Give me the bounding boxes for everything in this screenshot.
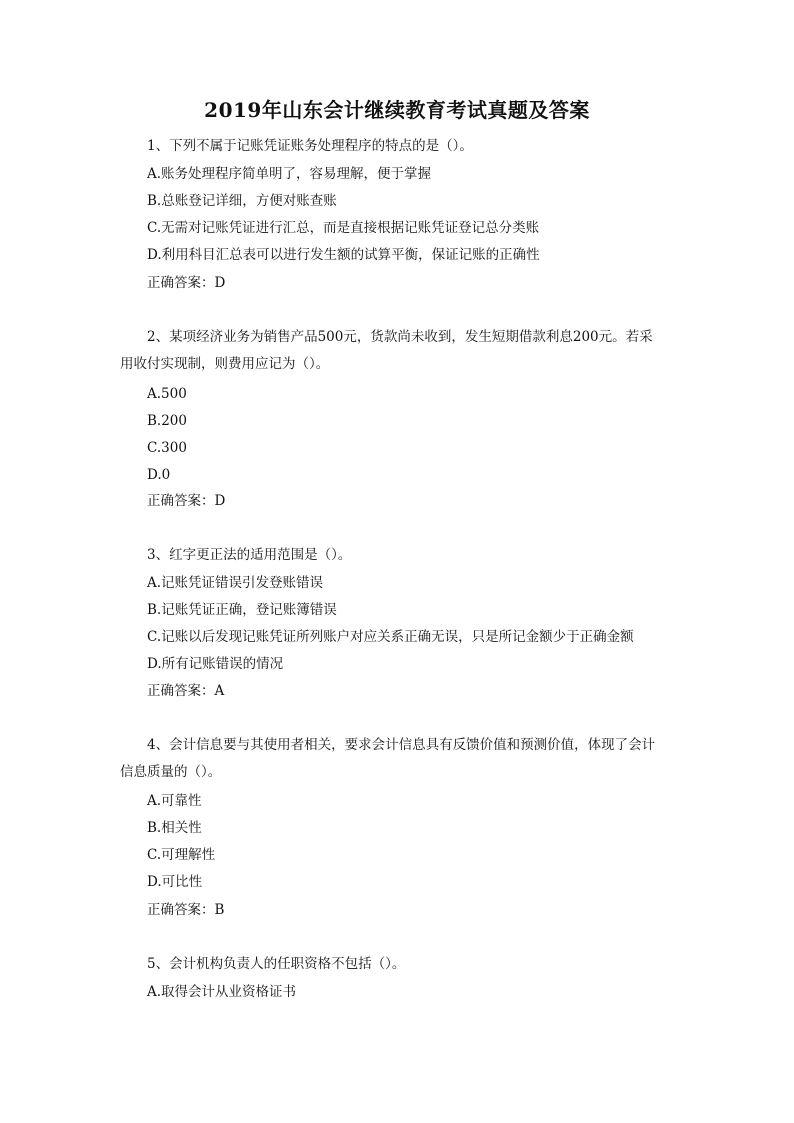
question-2-answer: 正确答案：D: [147, 493, 226, 509]
question-2-option-d: D.0: [147, 467, 171, 483]
question-4-option-a: A.可靠性: [147, 793, 202, 809]
question-1-stem: 1、下列不属于记账凭证账务处理程序的特点的是（）。: [147, 138, 473, 154]
question-2-option-a: A.500: [147, 386, 187, 402]
question-2-option-b: B.200: [147, 413, 187, 429]
question-2-stem-continued: 用收付实现制，则费用应记为（）。: [120, 356, 330, 372]
question-1-option-c: C.无需对记账凭证进行汇总，而是直接根据记账凭证登记总分类账: [147, 220, 540, 236]
question-4-stem-continued: 信息质量的（）。: [120, 764, 222, 780]
question-2-stem: 2、某项经济业务为销售产品500元，货款尚未收到，发生短期借款利息200元。若采: [147, 329, 653, 345]
question-5-stem: 5、会计机构负责人的任职资格不包括（）。: [147, 956, 406, 972]
question-5-option-a: A.取得会计从业资格证书: [147, 984, 297, 1000]
question-4-stem: 4、会计信息要与其使用者相关，要求会计信息具有反馈价值和预测价值，体现了会计: [147, 737, 656, 753]
question-3-option-c: C.记账以后发现记账凭证所列账户对应关系正确无误，只是所记金额少于正确金额: [147, 629, 634, 645]
question-4-option-c: C.可理解性: [147, 847, 216, 863]
question-3-option-a: A.记账凭证错误引发登账错误: [147, 575, 324, 591]
question-3-option-b: B.记账凭证正确，登记账簿错误: [147, 602, 337, 618]
question-4-option-b: B.相关性: [147, 820, 202, 836]
question-3-stem: 3、红字更正法的适用范围是（）。: [147, 547, 352, 563]
question-1-option-b: B.总账登记详细，方便对账查账: [147, 193, 337, 209]
question-4-option-d: D.可比性: [147, 874, 203, 890]
question-3-option-d: D.所有记账错误的情况: [147, 656, 284, 672]
question-1-option-a: A.账务处理程序简单明了，容易理解，便于掌握: [147, 166, 432, 182]
question-2-option-c: C.300: [147, 440, 187, 456]
question-1-option-d: D.利用科目汇总表可以进行发生额的试算平衡，保证记账的正确性: [147, 247, 540, 263]
question-4-answer: 正确答案：B: [147, 902, 225, 918]
document-title: 2019年山东会计继续教育考试真题及答案: [204, 98, 590, 122]
question-3-answer: 正确答案：A: [147, 683, 225, 699]
question-1-answer: 正确答案：D: [147, 275, 226, 291]
